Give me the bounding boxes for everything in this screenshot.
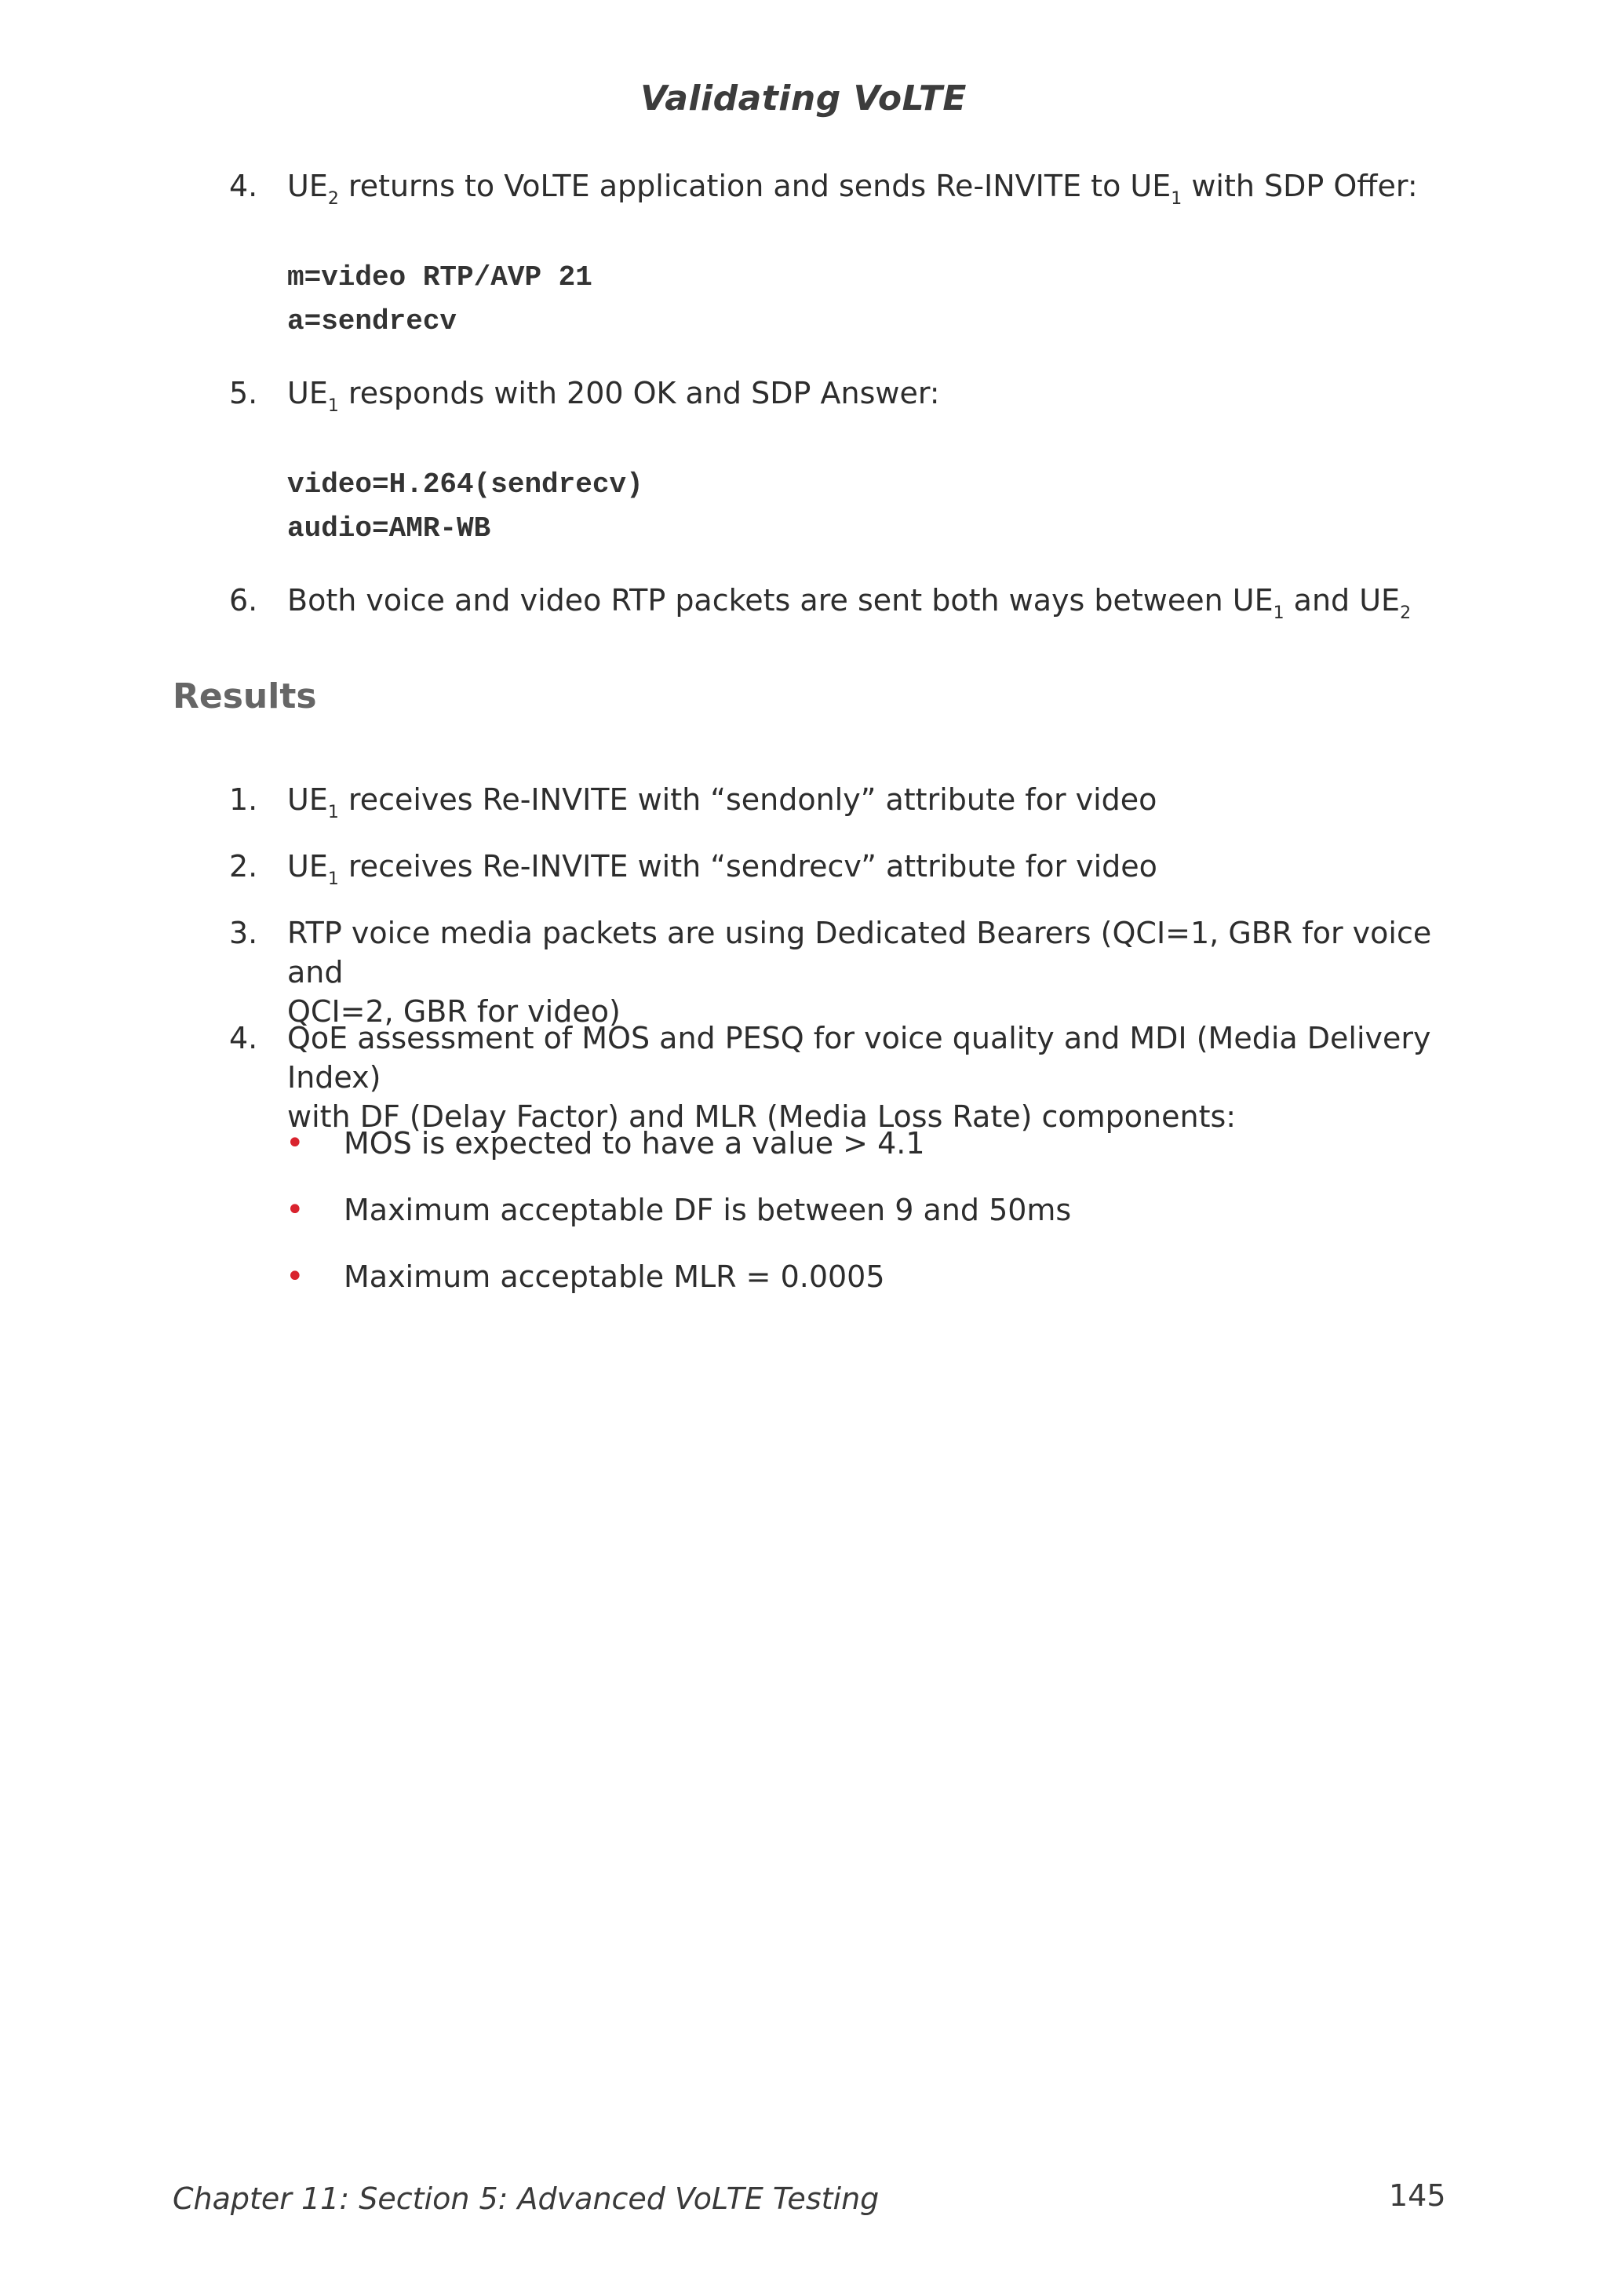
footer-page-number: 145 — [1389, 2178, 1446, 2213]
step-number: 5. — [229, 376, 258, 410]
result-number: 1. — [229, 782, 258, 817]
step-text: $UE_2$ returns to VoLTE application and sends Re-INVITE to $UE_1$ with SDP Offer: — [287, 169, 1418, 209]
result-number: 4. — [229, 1021, 258, 1055]
code-line: m=video RTP/AVP 21 — [287, 261, 592, 293]
result-text: QoE assessment of MOS and PESQ for voice quality and MDI (Media Delivery Index) with DF (Delay Factor) and MLR (Media Loss Rate) components: — [287, 1021, 1431, 1134]
code-line: audio=AMR-WB — [287, 512, 491, 545]
step-number: 6. — [229, 583, 258, 618]
bullet-dot-icon: • — [286, 1192, 304, 1228]
result-text: $UE_1$ receives Re-INVITE with “sendrecv” attribute for video — [287, 849, 1157, 889]
step-number: 4. — [229, 169, 258, 203]
footer-chapter: Chapter 11: Section 5: Advanced VoLTE Testing — [173, 2181, 880, 2216]
bullet-text: Maximum acceptable MLR = 0.0005 — [344, 1259, 885, 1294]
step-text: Both voice and video RTP packets are sent both ways between $UE_1$ and $UE_2$ — [287, 583, 1412, 623]
result-number: 3. — [229, 916, 258, 950]
bullet-text: Maximum acceptable DF is between 9 and 50ms — [344, 1193, 1072, 1227]
code-line: a=sendrecv — [287, 305, 457, 337]
result-number: 2. — [229, 849, 258, 884]
bullet-dot-icon: • — [286, 1259, 304, 1295]
page-header-title: Validating VoLTE — [640, 78, 967, 118]
code-line: video=H.264(sendrecv) — [287, 468, 643, 501]
results-heading: Results — [173, 676, 317, 716]
result-text: $UE_1$ receives Re-INVITE with “sendonly” attribute for video — [287, 782, 1157, 822]
step-text: $UE_1$ responds with 200 OK and SDP Answer: — [287, 376, 940, 416]
result-text: RTP voice media packets are using Dedicated Bearers (QCI=1, GBR for voice and QCI=2, GBR for video) — [287, 916, 1432, 1029]
bullet-dot-icon: • — [286, 1125, 304, 1161]
code-block-sdp-answer — [287, 463, 643, 551]
code-block-sdp-offer — [287, 256, 592, 344]
bullet-text: MOS is expected to have a value > 4.1 — [344, 1126, 925, 1161]
